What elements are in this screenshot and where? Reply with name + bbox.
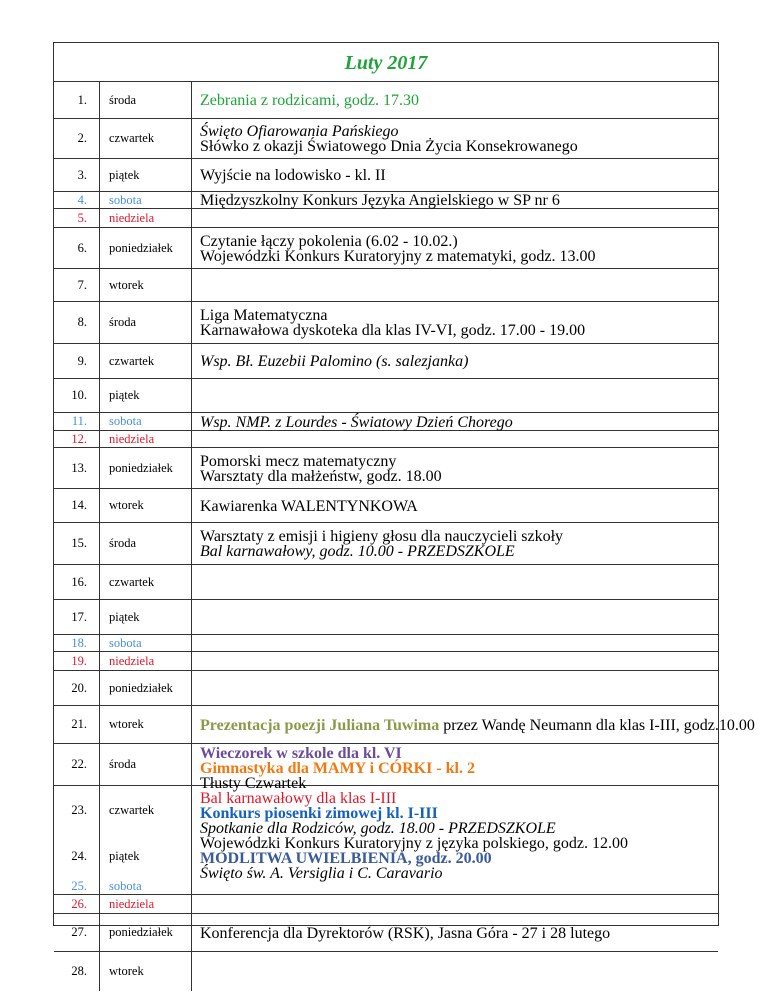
day-number: 13. [54, 448, 100, 488]
event-text: Bal karnawałowy dla klas I-III [200, 790, 397, 807]
event-cell [192, 192, 718, 209]
event-text: Słówko z okazji Światowego Dnia Życia Konsekrowanego [200, 138, 578, 155]
event-text: Karnawałowa dyskoteka dla klas IV-VI, godz. 17.00 - 19.00 [200, 322, 586, 339]
weekday-name: poniedziałek [100, 671, 192, 705]
weekday-name: sobota [100, 878, 192, 894]
weekday-name: piątek [100, 600, 192, 634]
event-cell [192, 302, 718, 344]
calendar-row [54, 565, 718, 600]
day-number: 25. [54, 878, 100, 894]
event-cell [192, 413, 718, 431]
weekday-name: piątek [100, 834, 192, 878]
event-text: Wyjście na lodowisko - kl. II [200, 167, 386, 184]
weekday-name: wtorek [100, 706, 192, 743]
weekday-name: środa [100, 523, 192, 564]
event-text: Święto św. A. Versiglia i C. Caravario [200, 865, 443, 882]
day-number: 8. [54, 302, 100, 343]
event-text: Wojewódzki Konkurs Kuratoryjny z matematyki, godz. 13.00 [200, 247, 596, 265]
weekday-name: niedziela [100, 431, 192, 447]
weekday-name: poniedziałek [100, 228, 192, 268]
event-text: Warsztaty dla małżeństw, godz. 18.00 [200, 467, 442, 485]
weekday-name: niedziela [100, 895, 192, 913]
calendar-row [54, 952, 718, 991]
calendar-row [54, 379, 718, 413]
day-number: 10. [54, 379, 100, 412]
event-cell [192, 744, 718, 895]
weekday-name: poniedziałek [100, 448, 192, 488]
event-text: Liga Matematyczna [200, 307, 328, 324]
event-text: Wsp. Bł. Euzebii Palomino (s. salezjanka) [200, 353, 469, 370]
day-number: 20. [54, 671, 100, 705]
event-cell [192, 448, 718, 489]
event-text: Wieczorek w szkole dla kl. VI [200, 745, 402, 762]
weekday-name: sobota [100, 635, 192, 651]
day-number: 6. [54, 228, 100, 268]
event-text: Czytanie łączy pokolenia (6.02 - 10.02.) [200, 232, 458, 250]
event-text: Gimnastyka dla MAMY i CÓRKI - kl. 2 [200, 760, 475, 777]
calendar-row [54, 671, 718, 706]
day-number: 2. [54, 119, 100, 158]
day-number: 16. [54, 565, 100, 599]
event-text: przez Wandę Neumann dla klas I-III, godz.10.00 [439, 716, 755, 734]
calendar-row [54, 209, 718, 228]
event-text: Bal karnawałowy, godz. 10.00 - PRZEDSZKOLE [200, 543, 515, 560]
day-number: 5. [54, 209, 100, 227]
day-number: 14. [54, 489, 100, 522]
day-number: 7. [54, 269, 100, 301]
day-number: 17. [54, 600, 100, 634]
event-text: Wsp. NMP. z Lourdes - Światowy Dzień Chorego [200, 413, 513, 431]
event-text: Prezentacja poezji Juliana Tuwima [200, 716, 440, 734]
day-number: 1. [54, 82, 100, 118]
calendar-title: Luty 2017 [344, 52, 428, 74]
weekday-name: środa [100, 82, 192, 118]
calendar-row [54, 431, 718, 448]
weekday-name: środa [100, 302, 192, 343]
event-text: Międzyszkolny Konkurs Języka Angielskiego w SP nr 6 [200, 192, 560, 209]
day-number: 19. [54, 652, 100, 670]
day-number: 3. [54, 159, 100, 191]
event-cell [192, 489, 718, 523]
event-text: Konferencja dla Dyrektorów (RSK), Jasna Góra - 27 i 28 lutego [200, 924, 611, 942]
day-number: 26. [54, 895, 100, 913]
day-number: 23. [54, 786, 100, 834]
event-text: Pomorski mecz matematyczny [200, 452, 397, 470]
event-cell [192, 159, 718, 192]
weekday-name: piątek [100, 159, 192, 191]
weekday-name: sobota [100, 192, 192, 208]
event-text: Wojewódzki Konkurs Kuratoryjny z języka polskiego, godz. 12.00 [200, 835, 628, 852]
event-text: Kawiarenka WALENTYNKOWA [200, 497, 418, 515]
weekday-name: wtorek [100, 952, 192, 991]
weekday-name: poniedziałek [100, 914, 192, 951]
weekday-name: niedziela [100, 209, 192, 227]
weekday-name: sobota [100, 413, 192, 430]
event-text: Tłusty Czwartek [200, 775, 307, 792]
event-cell [192, 914, 718, 952]
calendar-row [54, 652, 718, 671]
weekday-name: czwartek [100, 786, 192, 834]
day-number: 22. [54, 744, 100, 785]
event-text: Warsztaty z emisji i higieny głosu dla nauczycieli szkoły [200, 528, 564, 545]
day-number: 15. [54, 523, 100, 564]
day-number: 4. [54, 192, 100, 208]
weekday-name: czwartek [100, 565, 192, 599]
day-number: 27. [54, 914, 100, 951]
weekday-name: czwartek [100, 119, 192, 158]
day-number: 12. [54, 431, 100, 447]
calendar-row [54, 635, 718, 652]
day-number: 18. [54, 635, 100, 651]
weekday-name: czwartek [100, 344, 192, 378]
day-number: 9. [54, 344, 100, 378]
calendar-row [54, 600, 718, 635]
event-cell [192, 82, 718, 119]
calendar-row [54, 269, 718, 302]
event-text: Święto Ofiarowania Pańskiego [200, 123, 399, 140]
event-text: Zebrania z rodzicami, godz. 17.30 [200, 92, 420, 109]
day-number: 11. [54, 413, 100, 430]
calendar-row [54, 895, 718, 914]
weekday-name: wtorek [100, 269, 192, 301]
event-text: MODLITWA UWIELBIENIA, godz. 20.00 [200, 850, 492, 867]
day-number: 21. [54, 706, 100, 743]
day-number: 28. [54, 952, 100, 991]
weekday-name: wtorek [100, 489, 192, 522]
day-number: 24. [54, 834, 100, 878]
weekday-name: piątek [100, 379, 192, 412]
event-text: Konkurs piosenki zimowej kl. I-III [200, 805, 438, 822]
event-text: Spotkanie dla Rodziców, godz. 18.00 - PRZEDSZKOLE [200, 820, 556, 837]
event-cell [192, 344, 718, 379]
event-cell [192, 228, 718, 269]
weekday-name: niedziela [100, 652, 192, 670]
event-cell [192, 119, 718, 159]
event-cell [192, 706, 755, 744]
weekday-name: środa [100, 744, 192, 785]
event-cell [192, 523, 718, 565]
calendar-table [53, 42, 755, 978]
